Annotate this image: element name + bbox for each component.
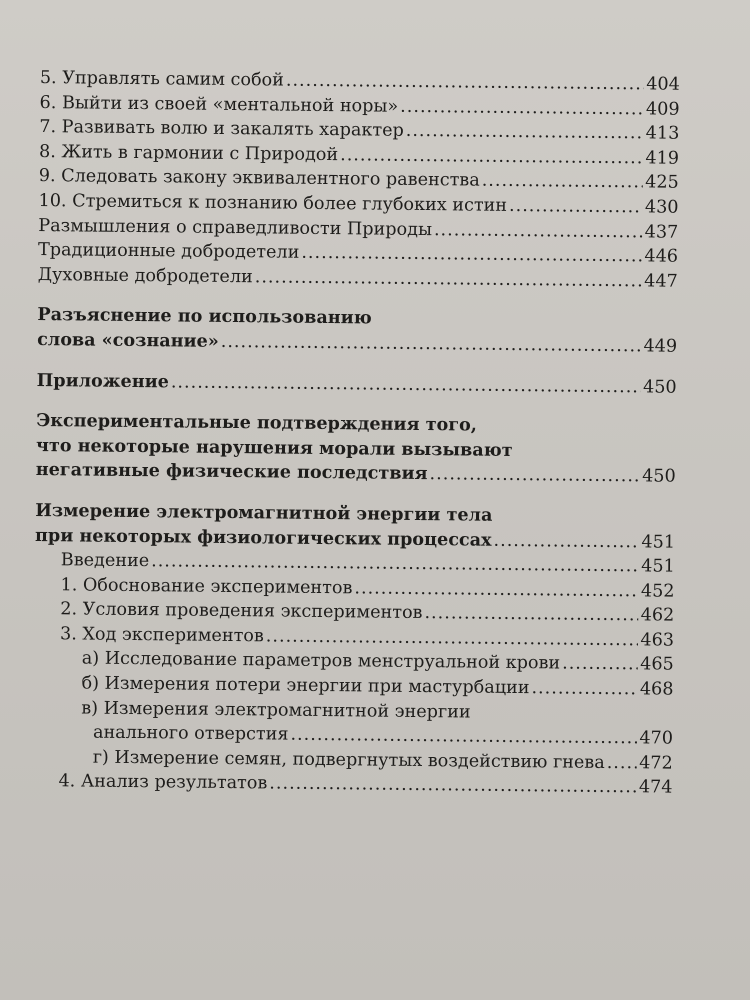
toc-page-number: 404 xyxy=(646,74,680,95)
section-heading-line: Экспериментальные подтверждения того, xyxy=(36,410,478,436)
toc-entry-label: Введение xyxy=(60,550,150,572)
toc-subentry-multiline[interactable] xyxy=(33,696,673,752)
toc-section-appendix[interactable] xyxy=(37,369,677,400)
section-heading-line: Измерение электромагнитной энергии тела xyxy=(35,499,493,526)
toc-page-number: 474 xyxy=(638,777,673,799)
toc-page-number: 451 xyxy=(641,556,675,577)
dot-leader xyxy=(429,462,640,489)
toc-page-number: 450 xyxy=(642,466,676,487)
dot-leader xyxy=(286,69,645,97)
toc-page-number: 462 xyxy=(640,605,675,626)
toc-entry-label: Размышления о справедливости Природы xyxy=(38,215,433,240)
toc-entry-label: 7. Развивать волю и закалять характер xyxy=(39,117,404,142)
toc-entry-label: б) Измерения потери энергии при мастурбации xyxy=(81,673,530,699)
toc-entry-label: 5. Управлять самим собой xyxy=(39,67,285,91)
toc-section-clarification[interactable] xyxy=(37,303,677,359)
dot-leader xyxy=(482,169,644,195)
toc-page-number: 463 xyxy=(640,630,675,651)
dot-leader xyxy=(255,265,643,294)
dot-leader xyxy=(269,772,637,800)
dot-leader xyxy=(400,94,644,121)
toc-entry-label: а) Исследование параметров менструальной крови xyxy=(81,648,561,674)
toc-page-number: 430 xyxy=(644,197,679,218)
toc-page-number: 468 xyxy=(639,679,674,700)
section-heading-line: при некоторых физиологических процессах xyxy=(34,524,492,551)
dot-leader xyxy=(301,241,642,269)
dot-leader xyxy=(354,576,639,604)
toc-entry-label: 10. Стремиться к познанию более глубоких истин xyxy=(38,190,508,216)
toc-page-number: 472 xyxy=(639,753,673,774)
toc-entry-label: анального отверстия xyxy=(92,722,289,745)
toc-entry-label: 4. Анализ результатов xyxy=(58,771,268,794)
toc-page-number: 465 xyxy=(640,654,674,676)
dot-leader xyxy=(340,143,644,171)
toc-section-measurement[interactable] xyxy=(35,499,675,555)
toc-entry-label: Духовные добродетели xyxy=(37,264,253,287)
dot-leader xyxy=(562,652,638,677)
toc-entry-label: г) Измерение семян, подвергнутых воздействию гнева xyxy=(92,747,605,773)
table-of-contents xyxy=(32,66,680,801)
dot-leader xyxy=(406,119,644,146)
toc-page-number: 437 xyxy=(644,221,679,243)
dot-leader xyxy=(171,370,641,400)
toc-entry-label: 2. Условия проведения экспериментов xyxy=(60,599,423,624)
toc-entry-label: 1. Обоснование экспериментов xyxy=(60,574,353,598)
dot-leader xyxy=(290,723,637,751)
section-heading-line: что некоторые нарушения морали вызывают xyxy=(35,434,513,461)
dot-leader xyxy=(221,330,642,359)
section-heading-line: Приложение xyxy=(36,369,170,392)
toc-page-number: 451 xyxy=(641,531,676,553)
toc-page-number: 419 xyxy=(645,148,680,169)
toc-page-number: 446 xyxy=(644,246,679,267)
dot-leader xyxy=(424,601,638,628)
toc-entry-label: Традиционные добродетели xyxy=(37,240,300,263)
toc-entry-label: в) Измерения электромагнитной энергии xyxy=(81,698,471,723)
toc-page-number: 450 xyxy=(642,376,677,398)
toc-page-number: 409 xyxy=(645,98,680,120)
section-heading-line: слова «сознание» xyxy=(37,328,219,352)
toc-entry-label: 8. Жить в гармонии с Природой xyxy=(38,141,339,165)
toc-page-number: 449 xyxy=(643,336,678,357)
toc-section-experimental[interactable] xyxy=(36,409,677,489)
toc-page-number: 447 xyxy=(644,271,678,292)
dot-leader xyxy=(607,751,638,776)
dot-leader xyxy=(531,676,638,702)
toc-entry-label: 9. Следовать закону эквивалентного равенства xyxy=(38,166,480,191)
section-heading-line: Разъяснение по использованию xyxy=(37,304,372,329)
section-heading-line: негативные физические последствия xyxy=(35,459,428,485)
toc-page-number: 452 xyxy=(640,581,675,602)
toc-page-number: 425 xyxy=(645,172,679,194)
dot-leader xyxy=(509,194,643,220)
toc-entry-label: 6. Выйти из своей «ментальной норы» xyxy=(39,92,399,117)
toc-page-number: 413 xyxy=(645,123,680,144)
dot-leader xyxy=(434,218,643,245)
dot-leader xyxy=(493,528,639,554)
toc-entry-label: 3. Ход экспериментов xyxy=(59,624,264,647)
toc-page-number: 470 xyxy=(639,728,674,749)
